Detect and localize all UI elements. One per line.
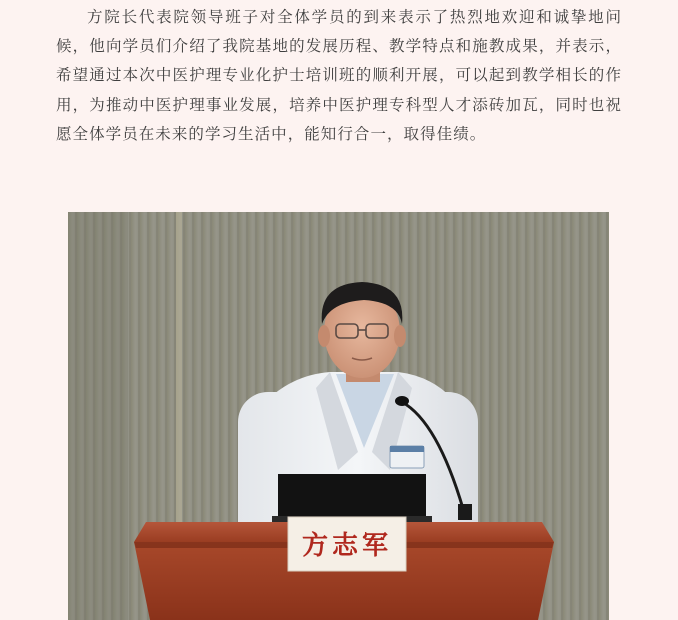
speaker-photo (68, 212, 609, 620)
ear-left (318, 325, 330, 347)
ear-right (394, 325, 406, 347)
laptop-screen (278, 474, 426, 518)
microphone-head (395, 396, 409, 406)
microphone-base (458, 504, 472, 520)
article-paragraph: 方院长代表院领导班子对全体学员的到来表示了热烈地欢迎和诚挚地问候，他向学员们介绍了我院基地的发展历程、教学特点和施教成果，并表示，希望通过本次中医护理专业化护士培训班的顺利开展，可以起到教学相长的作用，为推动中医护理事业发展，培养中医护理专科型人才添砖加瓦，同时也祝愿全体学员在未来的学习生活中，能知行合一，取得佳绩。 (56, 8, 622, 143)
nameplate-text: 方志军 (301, 531, 393, 561)
wall-shadow-left (68, 212, 128, 620)
badge-strip (390, 446, 424, 452)
